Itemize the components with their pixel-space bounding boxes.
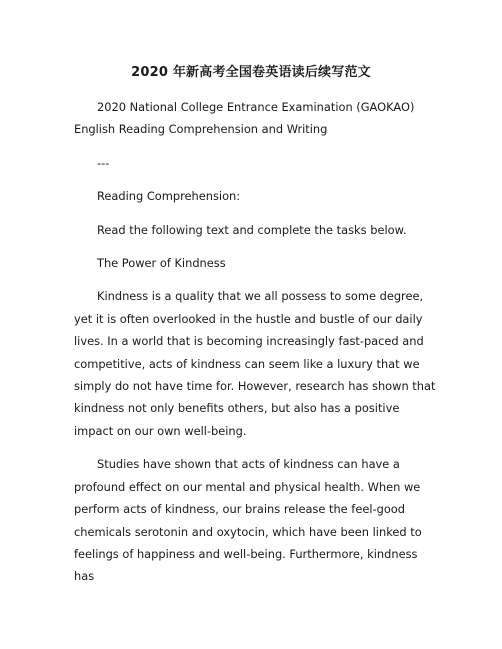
paragraph-body-1: Kindness is a quality that we all possess to some degree, yet it is often overlooked in the hustle and bustle of our daily lives. In a world that is becoming increasingly fast-paced and competitive, acts of kindness can seem like a luxury that we simply do not have time for. However, research has shown that kindness not only benefits others, but also has a positive impact on our own well-being. [74,289,436,438]
document-body [74,96,438,599]
paragraph-passage-title: The Power of Kindness [97,256,226,271]
paragraph-exam-heading: 2020 National College Entrance Examination (GAOKAO) English Reading Comprehension and Writing [74,100,415,137]
paragraph-body-2: Studies have shown that acts of kindness can have a profound effect on our mental and physical health. When we perform acts of kindness, our brains release the feel-good chemicals serotonin and oxytocin, which have been linked to feelings of happiness and well-being. Furthermore, kindness has [74,457,422,584]
document-title: 2020 年新高考全国卷英语读后续写范文 [131,65,371,80]
paragraph-instructions: Read the following text and complete the tasks below. [97,222,407,237]
paragraph-section-label: Reading Comprehension: [97,189,241,204]
paragraph-separator: --- [97,155,110,170]
